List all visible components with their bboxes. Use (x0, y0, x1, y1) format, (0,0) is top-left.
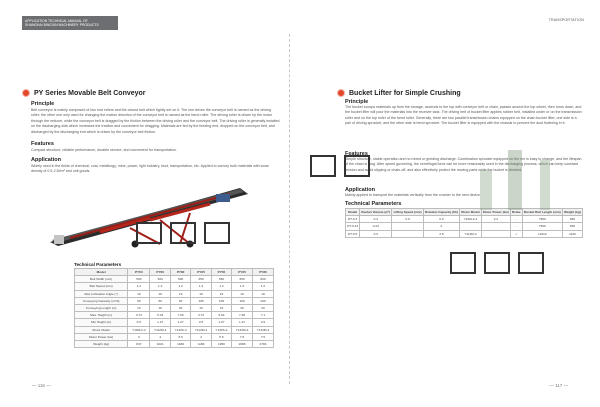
table-row (75, 297, 274, 304)
bullet-icon (22, 89, 30, 97)
table-cell: 0.5 (360, 230, 392, 237)
table-cell: 20 (170, 304, 190, 311)
features-text: Simple structure, stable operation and no mixed or grinding discharge. Combination sprocket equipped on the rim is easy to change, and the lifespan of the chain is long. After speed governing, the centrifugal force can be more reasonably used in the discharging process, which can keep constant tension and avoid slipping or chain-off, and also effectively protect the moving parts while the bucket is blocked. (345, 157, 582, 172)
table-cell: 3.5 (423, 230, 459, 237)
table-cell: Conveying Length (m) (75, 304, 128, 311)
table-cell: 105 (191, 297, 212, 304)
features-heading: Features (31, 141, 54, 147)
table-cell: 19 (170, 290, 190, 297)
table-cell: 3.73 (128, 312, 150, 319)
table-row (75, 276, 274, 283)
table-cell: 7.48 (232, 312, 253, 319)
table-cell: 160 (232, 297, 253, 304)
table-header-cell: Weight (kg) (564, 210, 581, 215)
table-header-cell: PY65 (191, 269, 212, 276)
table-header-cell: PY65 (211, 269, 231, 276)
table-cell: 60 (150, 297, 171, 304)
table-header-cell: PY50 (128, 269, 150, 276)
table-header-cell: Brake (512, 210, 521, 215)
table-cell (481, 230, 510, 237)
table-cell: 0.5 (191, 319, 212, 326)
table-row (75, 319, 274, 326)
table-cell: 1.2 (211, 283, 231, 290)
category-header: TRANSPORTATION (548, 18, 584, 22)
table-cell: 4 (150, 333, 171, 340)
principle-heading: Principle (345, 99, 369, 105)
table-cell: 19 (191, 290, 212, 297)
features-heading: Features (345, 151, 368, 157)
table-cell: 500 (128, 276, 150, 283)
table-cell: 20 (252, 304, 273, 311)
table-row (75, 326, 274, 333)
table-cell: 1.2 (170, 283, 190, 290)
table-cell: 650 (191, 276, 212, 283)
table-cell: 500 (150, 276, 171, 283)
table-cell: 5.34 (150, 312, 171, 319)
table-cell: 1.27 (211, 319, 231, 326)
application-heading: Application (345, 187, 375, 193)
table-cell: 20 (232, 304, 253, 311)
table-cell: 847 (128, 340, 150, 347)
bucket-lifter-photo (450, 150, 580, 210)
table-cell: 19 (252, 290, 273, 297)
table-cell: Y132S-4 (211, 326, 231, 333)
table-cell: - (510, 223, 522, 230)
table-header-cell: Bucket Belt Length (mm) (523, 210, 561, 215)
table-cell: DT-0.23 (347, 224, 359, 229)
table-cell: 1.6 (232, 283, 253, 290)
table-cell: DT-0.5 (346, 230, 360, 237)
params-heading: Technical Parameters (345, 201, 402, 207)
table-cell: 836 (562, 223, 582, 230)
section-title-belt-conveyor (22, 89, 146, 97)
application-text: Mainly applied to transport the materials vertically from the crusher to the next device. (345, 193, 482, 197)
table-cell: 946 (562, 216, 582, 223)
table-row (75, 290, 274, 297)
table-cell: 1.2 (191, 283, 212, 290)
table-cell: Belt Width (mm) (75, 276, 128, 283)
table-cell: DT-0.3 (346, 216, 360, 223)
table-cell: Y132M-4 (232, 326, 253, 333)
table-cell: 7.5 (252, 333, 273, 340)
table-row (346, 230, 583, 237)
table-cell: Y112M-4 (191, 326, 212, 333)
table-cell: 19 (128, 290, 150, 297)
table-cell: 19 (150, 290, 171, 297)
table-cell: 1189 (191, 340, 212, 347)
table-cell: 1.6 (252, 283, 273, 290)
table-cell: 1.27 (232, 319, 253, 326)
table-header-cell: PY80 (252, 269, 273, 276)
table-cell: Y112M-4 (150, 326, 171, 333)
table-cell: 650 (211, 276, 231, 283)
table-cell: Motor Power (kw) (75, 333, 128, 340)
table-cell: 650 (232, 276, 253, 283)
table-cell: 5.5 (170, 333, 190, 340)
table-cell: 7.09 (170, 312, 190, 319)
table-row (75, 283, 274, 290)
table-cell: 10410 (522, 230, 562, 237)
table-cell: Belt Speed (m/s) (75, 283, 128, 290)
section-title-text: PY Series Movable Belt Conveyor (34, 89, 146, 97)
table-cell: 2986 (232, 340, 253, 347)
table-cell: 60 (128, 297, 150, 304)
table-cell: 7500 (522, 216, 562, 223)
table-cell: 1.27 (170, 319, 190, 326)
principle-text: Belt conveyor is mainly composed of two end rollers and the closed belt which tightly set on it. The one drives the conveyor belt is named as the driving roller; the other one only used for changing the motion direction of the conveyor belt is named as the bend roller. The driving roller is driven by the motor through the reducer, while the conveyor belt is dragged by the friction between the driving roller and the conveyor belt. The driving roller is generally installed on the discharging side which increases the traction and convenient for dragging. Materials are fed by the feeding end, dropped on the conveyor belt, and discharged by the discharging end which is driven by the conveyor belt friction. (31, 108, 280, 134)
watermark-stamp (136, 222, 230, 244)
table-cell: 2.2 (481, 216, 510, 223)
table-cell: 1021 (150, 340, 171, 347)
table-cell: 15 (150, 304, 171, 311)
table-cell: Y100L2-4 (128, 326, 150, 333)
table-header-cell: PY65 (232, 269, 253, 276)
table-row (75, 304, 274, 311)
table-cell: Motor Model (75, 326, 128, 333)
table-cell: 290 (252, 297, 273, 304)
table-cell: 19 (211, 290, 231, 297)
table-cell: 60 (170, 297, 190, 304)
table-header-cell: Rotation Capacity (t/h) (424, 210, 458, 215)
table-row (346, 223, 583, 230)
section-title-bucket-lifter (337, 89, 461, 97)
table-cell: 5.64 (211, 312, 231, 319)
page-number: — 116 — (32, 383, 51, 388)
table-cell: 0.3 (360, 216, 392, 223)
table-cell: 105 (211, 297, 231, 304)
params-table (345, 208, 583, 238)
table-header-cell: PY80 (170, 269, 190, 276)
table-cell: Y112M-4 (460, 230, 482, 237)
table-cell: Conveying Capacity (m³/h) (75, 297, 128, 304)
table-row (75, 333, 274, 340)
table-cell: 10 (128, 304, 150, 311)
application-heading: Application (31, 157, 61, 163)
bullet-icon (337, 89, 345, 97)
manual-header: APPLICATION TECHNICAL MANUAL OF SHANGHAI BINGXIN MACHINERY PRODUCTS (22, 16, 118, 30)
table-cell: Max Inclination Angle (°) (75, 290, 128, 297)
table-cell (460, 223, 482, 230)
table-cell: Min Height (m) (75, 319, 128, 326)
table-cell: 3.73 (191, 312, 212, 319)
table-cell: 500 (170, 276, 190, 283)
table-header-cell: Model (346, 209, 360, 216)
application-text: Widely used in the fields of chemical, coal, metallurgy, mine, power, light industry, food, transportation, etc. Applied to convey bulk materials with loose density of 0.5-2.5t/m³ and unit goods. (31, 164, 270, 174)
table-cell: 2 (423, 223, 459, 230)
table-cell: Y100L2-4 (460, 216, 482, 223)
page-divider (289, 34, 290, 384)
table-cell (392, 223, 423, 230)
table-cell: 15 (211, 304, 231, 311)
table-cell: 2784 (252, 340, 273, 347)
table-header-cell: Bucket Volume (m³) (361, 210, 391, 215)
section-title-text: Bucket Lifter for Simple Crushing (349, 89, 461, 97)
watermark-stamp (310, 155, 370, 177)
watermark-stamp (450, 252, 544, 274)
table-cell: 1946 (170, 340, 190, 347)
table-cell: 1950 (211, 340, 231, 347)
table-cell: Weight (kg) (75, 340, 128, 347)
table-row (75, 312, 274, 319)
table-cell (392, 230, 423, 237)
table-cell: 0.5 (128, 319, 150, 326)
table-row (346, 216, 583, 223)
table-cell: Y132M-4 (252, 326, 273, 333)
table-cell: - (510, 216, 522, 223)
table-cell: 1.2 (150, 283, 171, 290)
table-header-cell: Motor Power (kw) (483, 210, 509, 215)
table-header-row (75, 269, 274, 276)
table-cell: 10 (191, 304, 212, 311)
table-cell: 7.5 (232, 333, 253, 340)
principle-text: The bucket scoops materials up from the storage, ascends to the top with conveyor belt or chain, passes around the top wheel, then turns down, and the bucket lifter will pour the materials into the receiver tank. The driving belt of bucket lifter applies rubber belt, installed under or on the transmission roller and on the top roller of the bend roller. Generally, there are two parallel transmission chains equipped on the chain bucket lifter, one side is a pair of driving sprocket, and the other side is bend sprocket. The bucket lifter is equipped with the chassis to prevent the dust fluttering in it. (345, 105, 582, 126)
table-cell: 800 (252, 276, 273, 283)
table-cell: 2.9 (252, 319, 273, 326)
table-cell: 7.1 (252, 312, 273, 319)
features-text: Compact structure, reliable performance, durable service, and convenient for transportation. (31, 148, 178, 152)
right-page (300, 0, 600, 407)
table-cell: 0.9 (392, 216, 423, 223)
table-cell: 0.23 (360, 223, 392, 230)
table-cell: 1126 (562, 230, 582, 237)
table-cell: 5.5 (211, 333, 231, 340)
table-cell: Max. Height (m) (75, 312, 128, 319)
table-cell: 19 (232, 290, 253, 297)
table-cell: Y132S-4 (170, 326, 190, 333)
params-table (74, 268, 274, 348)
table-cell: 0.9 (423, 216, 459, 223)
table-header-cell: Model (75, 269, 128, 276)
table-cell: 1.2 (128, 283, 150, 290)
params-heading: Technical Parameters (74, 262, 122, 267)
table-header-cell: Motor Model (461, 210, 480, 215)
principle-heading: Principle (31, 101, 55, 107)
table-cell: 4 (191, 333, 212, 340)
table-cell: 1.27 (150, 319, 171, 326)
table-header-cell: Lifting Speed (m/s) (393, 210, 422, 215)
table-cell: ✓ (510, 230, 522, 237)
table-cell: 7500 (522, 223, 562, 230)
table-header-cell: PY60 (150, 269, 171, 276)
table-row (75, 340, 274, 347)
table-cell: 3 (128, 333, 150, 340)
table-cell (481, 223, 510, 230)
page-number: — 117 — (549, 383, 568, 388)
